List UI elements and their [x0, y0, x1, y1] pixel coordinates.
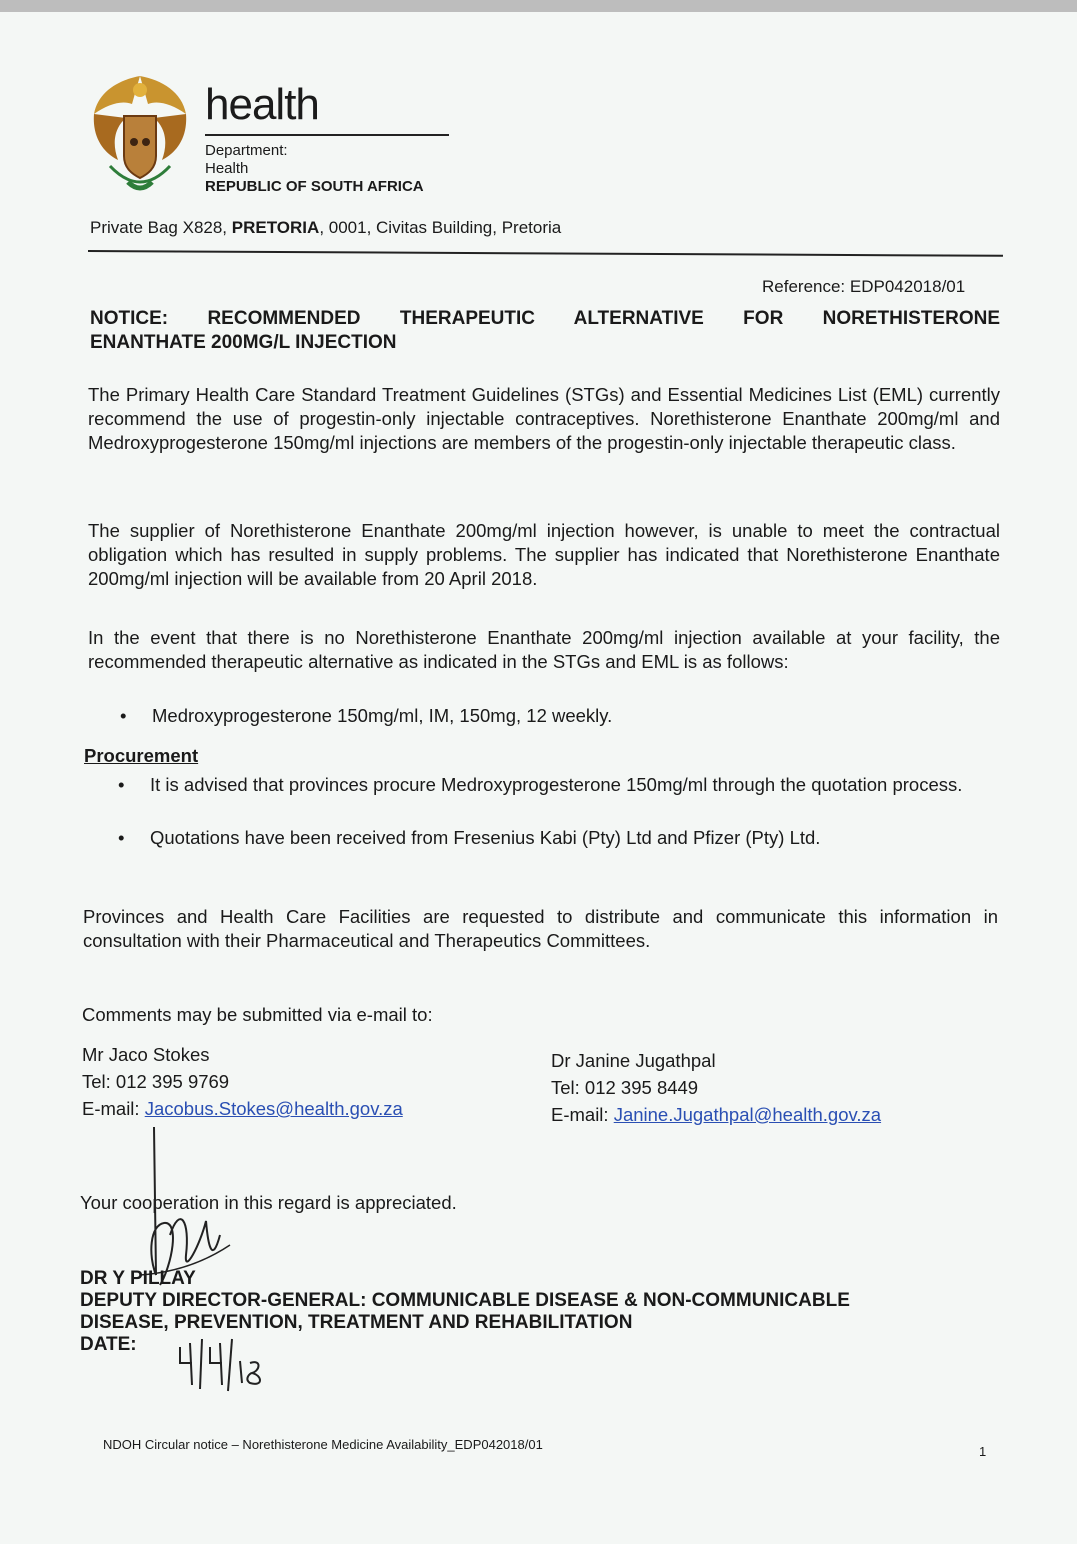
page-number: 1 — [979, 1444, 987, 1459]
bullet-text: Medroxyprogesterone 150mg/ml, IM, 150mg, 12 weekly. — [152, 705, 613, 726]
cooperation-line: Your cooperation in this regard is appreciated. — [80, 1192, 457, 1213]
address-pre: Private Bag X828, — [90, 218, 232, 237]
coat-of-arms-icon — [88, 70, 192, 198]
email-link-stokes[interactable]: Jacobus.Stokes@health.gov.za — [144, 1098, 403, 1119]
notice-title — [90, 307, 1000, 355]
handwritten-date — [176, 1335, 286, 1395]
paragraph-supplier: The supplier of Norethisterone Enanthate 200mg/ml injection however, is unable to meet the contractual obligation which has resulted in supply problems. The supplier has indicated that Norethisterone Enanthate 200mg/ml injection will be available from 20 April 2018. — [88, 520, 1000, 589]
contact-email-row — [82, 1095, 403, 1122]
contact-name: Dr Janine Jugathpal — [551, 1050, 716, 1071]
bullet-text: It is advised that provinces procure Medroxyprogesterone 150mg/ml through the quotation process. — [150, 774, 963, 795]
paragraph-alternative: In the event that there is no Norethisterone Enanthate 200mg/ml injection available at your facility, the recommended therapeutic alternative as indicated in the STGs and EML is as follows: — [88, 627, 1000, 672]
address-post: , 0001, Civitas Building, Pretoria — [319, 218, 562, 237]
contact-stokes — [82, 1041, 403, 1122]
dept-line-1: Department: — [205, 142, 288, 159]
email-label: E-mail: — [551, 1104, 614, 1125]
bullet-dot: • — [120, 705, 127, 726]
bullet-dot: • — [118, 774, 125, 795]
bullet-dot: • — [118, 827, 125, 848]
contact-jugathpal — [551, 1047, 881, 1128]
dept-word: health — [205, 80, 319, 129]
contact-tel: Tel: 012 395 9769 — [82, 1071, 230, 1092]
dept-line-2: Health — [205, 160, 249, 177]
dept-line-3: REPUBLIC OF SOUTH AFRICA — [205, 178, 424, 195]
signatory-name: DR Y PILLAY — [80, 1268, 196, 1289]
paragraph-stg: The Primary Health Care Standard Treatment Guidelines (STGs) and Essential Medicines List (EML) currently recommend the use of progestin-only injectable contraceptives. Norethisterone Enanthate 200mg/ml and Medroxyprogesterone 150mg/ml injections are members of the progestin-only injectable therapeutic class. — [88, 384, 1000, 453]
footer-text: NDOH Circular notice – Norethisterone Medicine Availability_EDP042018/01 — [103, 1437, 543, 1452]
contact-name: Mr Jaco Stokes — [82, 1044, 210, 1065]
department-wordmark — [205, 82, 449, 196]
signatory-title-line-1: DEPUTY DIRECTOR-GENERAL: COMMUNICABLE DISEASE & NON-COMMUNICABLE — [80, 1290, 850, 1311]
date-label: DATE: — [80, 1334, 137, 1355]
reference-number: Reference: EDP042018/01 — [762, 277, 966, 296]
notice-title-line-1: NOTICE: RECOMMENDED THERAPEUTIC ALTERNATIVE FOR NORETHISTERONE — [90, 308, 1000, 329]
contact-email-row — [551, 1101, 881, 1128]
procurement-heading: Procurement — [84, 745, 199, 766]
signatory-title-line-2: DISEASE, PREVENTION, TREATMENT AND REHABILITATION — [80, 1312, 633, 1333]
scan-top-border — [0, 0, 1077, 12]
contact-tel: Tel: 012 395 8449 — [551, 1077, 699, 1098]
address-city: PRETORIA — [231, 218, 320, 237]
bullet-text: Quotations have been received from Fresenius Kabi (Pty) Ltd and Pfizer (Pty) Ltd. — [150, 827, 821, 848]
notice-title-line-2: ENANTHATE 200MG/L INJECTION — [90, 332, 397, 353]
postal-address — [90, 218, 561, 238]
email-label: E-mail: — [82, 1098, 145, 1119]
paragraph-distribute: Provinces and Health Care Facilities are requested to distribute and communicate this information in consultation with their Pharmaceutical and Therapeutics Committees. — [83, 906, 998, 951]
email-link-jugathpal[interactable]: Janine.Jugathpal@health.gov.za — [613, 1104, 882, 1125]
comments-intro: Comments may be submitted via e-mail to: — [82, 1004, 433, 1025]
dept-rule — [205, 134, 449, 136]
